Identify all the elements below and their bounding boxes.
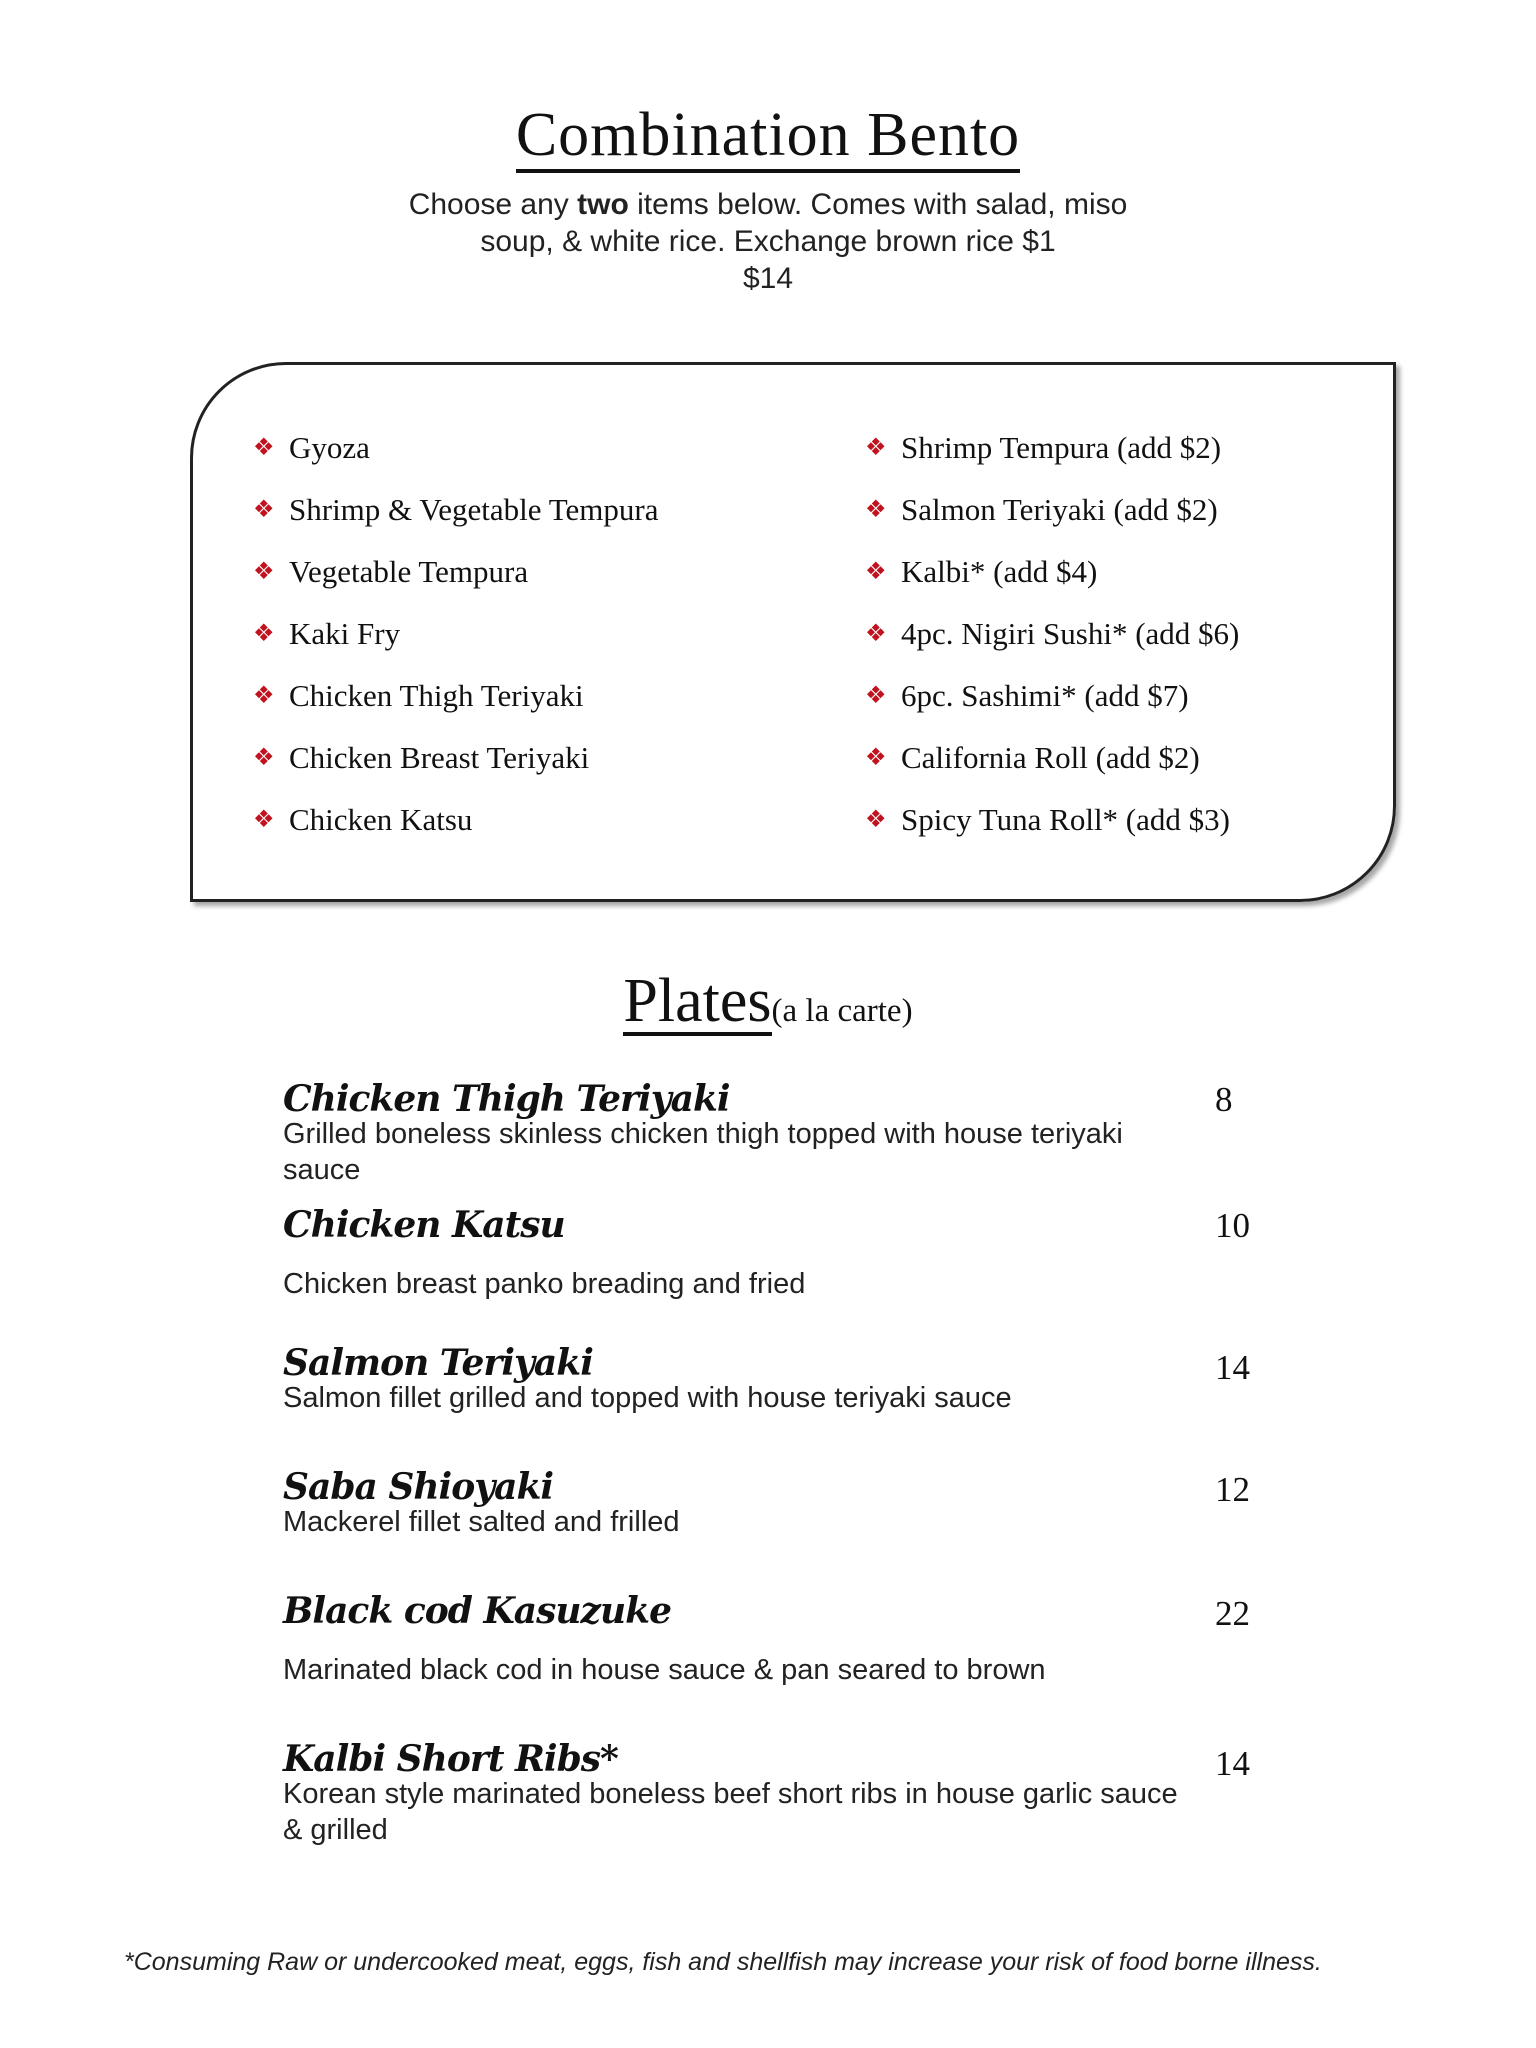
plate-price: 14 <box>1215 1348 1250 1387</box>
combination-option <box>865 727 1239 789</box>
combination-option <box>865 417 1239 479</box>
combination-option <box>253 417 658 479</box>
combination-option-label: Chicken Thigh Teriyaki <box>289 678 584 713</box>
plate-description: Marinated black cod in house sauce & pan seared to brown <box>283 1654 1046 1686</box>
red-diamond-bullet-icon: ❖ <box>253 435 275 461</box>
combination-option-label: Chicken Breast Teriyaki <box>289 740 590 775</box>
combination-option-label: 6pc. Sashimi* (add $7) <box>901 678 1189 713</box>
red-diamond-bullet-icon: ❖ <box>253 497 275 523</box>
plate-item <box>283 1466 1303 1540</box>
combination-option <box>253 789 658 851</box>
combination-option <box>253 541 658 603</box>
combination-bento-price: $14 <box>742 262 794 295</box>
red-diamond-bullet-icon: ❖ <box>865 497 887 523</box>
plate-price: 8 <box>1215 1080 1233 1119</box>
combination-options-left-column <box>253 417 658 851</box>
combination-option-label: 4pc. Nigiri Sushi* (add $6) <box>901 616 1240 651</box>
plate-item <box>283 1204 1303 1302</box>
combination-bento-description <box>368 186 1168 297</box>
red-diamond-bullet-icon: ❖ <box>865 745 887 771</box>
red-diamond-bullet-icon: ❖ <box>865 807 887 833</box>
plate-item <box>283 1590 1303 1688</box>
plate-name: Saba Shioyaki <box>283 1466 554 1508</box>
plate-price: 14 <box>1215 1744 1250 1783</box>
red-diamond-bullet-icon: ❖ <box>253 807 275 833</box>
subtitle-post: items below. Comes with salad, miso soup, & white rice. Exchange brown rice $1 <box>480 188 1128 258</box>
combination-option <box>865 541 1239 603</box>
combination-option-label: Shrimp & Vegetable Tempura <box>289 492 659 527</box>
red-diamond-bullet-icon: ❖ <box>865 435 887 461</box>
plate-name: Salmon Teriyaki <box>283 1342 593 1384</box>
combination-option-label: Kaki Fry <box>289 616 401 651</box>
red-diamond-bullet-icon: ❖ <box>253 559 275 585</box>
plates-heading <box>0 967 1536 1036</box>
plate-name: Chicken Katsu <box>283 1204 565 1246</box>
combination-options-box <box>190 362 1396 902</box>
plate-description: Salmon fillet grilled and topped with house teriyaki sauce <box>283 1382 1012 1414</box>
plate-name: Chicken Thigh Teriyaki <box>283 1078 730 1120</box>
combination-option-label: California Roll (add $2) <box>901 740 1200 775</box>
plate-price: 10 <box>1215 1206 1250 1245</box>
red-diamond-bullet-icon: ❖ <box>865 559 887 585</box>
combination-option-label: Vegetable Tempura <box>289 554 529 589</box>
plates-subtitle: (a la carte) <box>771 993 913 1029</box>
combination-option-label: Chicken Katsu <box>289 802 473 837</box>
red-diamond-bullet-icon: ❖ <box>253 683 275 709</box>
combination-option <box>865 603 1239 665</box>
plate-item <box>283 1342 1303 1416</box>
plate-name: Black cod Kasuzuke <box>283 1590 671 1632</box>
plate-item <box>283 1078 1303 1188</box>
combination-bento-title <box>0 100 1536 171</box>
combination-option-label: Gyoza <box>289 430 370 465</box>
red-diamond-bullet-icon: ❖ <box>253 745 275 771</box>
raw-food-disclaimer: *Consuming Raw or undercooked meat, eggs, fish and shellfish may increase your risk of food borne illness. <box>124 1948 1322 1976</box>
plate-name: Kalbi Short Ribs* <box>283 1738 618 1780</box>
red-diamond-bullet-icon: ❖ <box>865 621 887 647</box>
combination-option <box>253 603 658 665</box>
red-diamond-bullet-icon: ❖ <box>865 683 887 709</box>
plate-description: Grilled boneless skinless chicken thigh topped with house teriyaki sauce <box>283 1118 1123 1186</box>
plates-title: Plates <box>623 967 772 1035</box>
combination-options-right-column <box>865 417 1239 851</box>
combination-option-label: Kalbi* (add $4) <box>901 554 1098 589</box>
plate-price: 12 <box>1215 1470 1250 1509</box>
plate-description: Chicken breast panko breading and fried <box>283 1268 806 1300</box>
combination-option-label: Salmon Teriyaki (add $2) <box>901 492 1218 527</box>
combination-option <box>253 479 658 541</box>
plate-description: Mackerel fillet salted and frilled <box>283 1506 680 1538</box>
plate-price: 22 <box>1215 1594 1250 1633</box>
subtitle-pre: Choose any <box>408 188 578 221</box>
combination-option <box>253 665 658 727</box>
combination-option <box>253 727 658 789</box>
combination-option <box>865 479 1239 541</box>
combination-option <box>865 665 1239 727</box>
combination-bento-title-text: Combination Bento <box>516 101 1020 173</box>
red-diamond-bullet-icon: ❖ <box>253 621 275 647</box>
subtitle-emphasis: two <box>577 188 629 221</box>
plate-description: Korean style marinated boneless beef short ribs in house garlic sauce & grilled <box>283 1778 1178 1846</box>
combination-option-label: Spicy Tuna Roll* (add $3) <box>901 802 1230 837</box>
combination-option <box>865 789 1239 851</box>
combination-option-label: Shrimp Tempura (add $2) <box>901 430 1222 465</box>
plate-item <box>283 1738 1303 1848</box>
